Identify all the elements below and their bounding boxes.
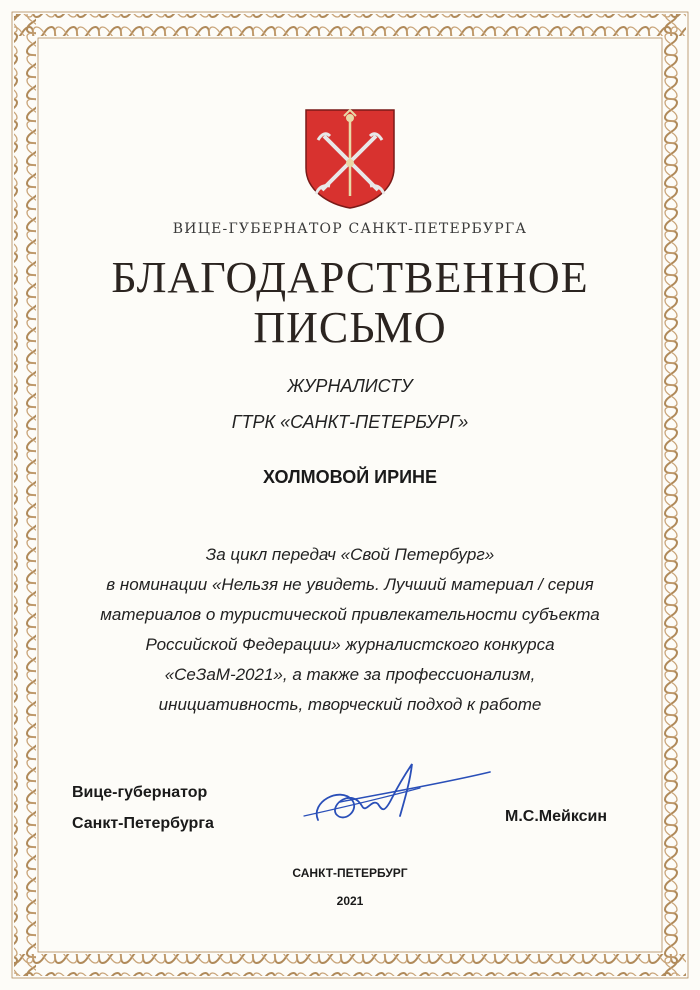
issue-year: 2021 [336,894,364,908]
handwritten-signature [300,758,500,838]
signer-title-line-1: Вице-губернатор [72,784,208,801]
recipient-organization: ГТРК «САНКТ-ПЕТЕРБУРГ» [231,412,469,432]
citation-line: в номинации «Нельзя не увидеть. Лучший материал / серия [106,575,594,594]
issue-city: САНКТ-ПЕТЕРБУРГ [292,866,408,880]
document-title-line-2: ПИСЬМО [253,303,447,352]
recipient-name: ХОЛМОВОЙ ИРИНЕ [262,467,438,487]
document-title-line-1: БЛАГОДАРСТВЕННОЕ [111,253,589,302]
citation-text [0,540,700,720]
citation-line: За цикл передач «Свой Петербург» [205,545,495,564]
issuer-heading: ВИЦЕ-ГУБЕРНАТОР САНКТ-ПЕТЕРБУРГА [172,221,528,237]
citation-line: «СеЗаМ-2021», а также за профессионализм, [164,665,536,684]
recipient-role: ЖУРНАЛИСТУ [287,376,413,396]
coat-of-arms-icon [300,106,400,210]
signer-title-line-2: Санкт-Петербурга [72,815,214,832]
citation-line: материалов о туристической привлекательности субъекта [100,605,600,624]
citation-line: инициативность, творческий подход к работе [158,695,542,714]
signer-name: М.С.Мейксин [505,808,608,825]
citation-line: Российской Федерации» журналистского конкурса [145,635,555,654]
signer-title [72,777,214,839]
